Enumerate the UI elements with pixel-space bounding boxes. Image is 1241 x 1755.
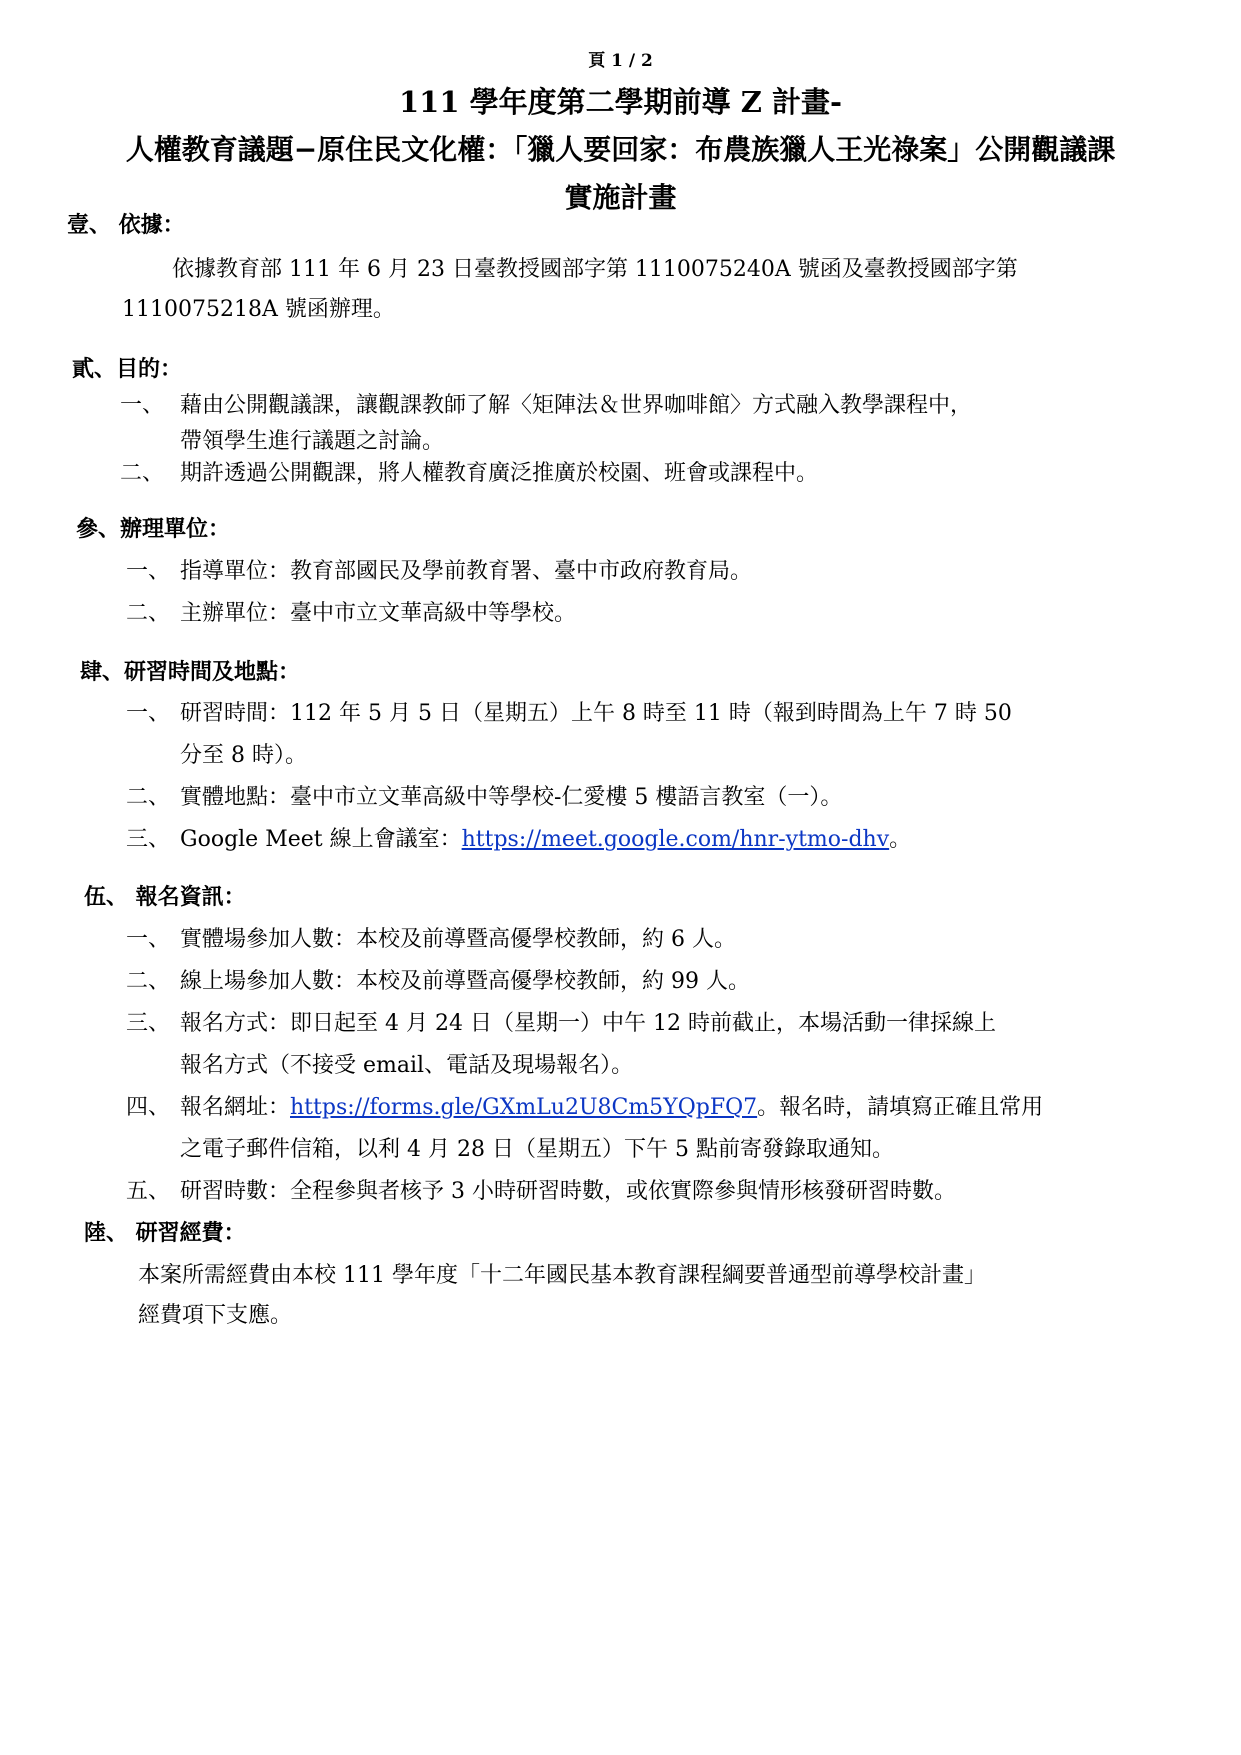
document-subtitle-2: 實施計畫 (564, 181, 677, 214)
google-meet-link[interactable]: https://meet.google.com/hnr-ytmo-dhv (461, 827, 890, 852)
section-1-para-line1: 依據教育部 111 年 6 月 23 日臺教授國部字第 1110075240A 號函及臺教授國部字第 (172, 257, 1018, 282)
list-item-number: 四、 (126, 1095, 171, 1120)
list-item: 期許透過公開觀課，將人權教育廣泛推廣於校園、班會或課程中。 (180, 461, 819, 486)
document-subtitle: 人權教育議題−原住民文化權：「獵人要回家：布農族獵人王光祿案」公開觀議課 (125, 133, 1116, 166)
list-item-number: 一、 (120, 393, 165, 418)
section-6-heading: 陸、 研習經費： (84, 1220, 246, 1246)
list-item: 指導單位：教育部國民及學前教育署、臺中市政府教育局。 (180, 559, 753, 584)
list-item-number: 一、 (126, 559, 171, 584)
section-3-heading: 參、辦理單位： (76, 516, 231, 542)
list-item: 線上場參加人數：本校及前導暨高優學校教師，約 99 人。 (180, 969, 750, 994)
section-1-heading: 壹、 依據： (67, 212, 185, 238)
section-6-para-line1: 本案所需經費由本校 111 學年度「十二年國民基本教育課程綱要普通型前導學校計畫」 (138, 1263, 986, 1288)
signup-form-link[interactable]: https://forms.gle/GXmLu2U8Cm5YQpFQ7 (290, 1095, 758, 1120)
list-item: 主辦單位：臺中市立文華高級中等學校。 (180, 601, 577, 626)
page-number: 頁 1 / 2 (588, 51, 653, 71)
section-2-heading: 貳、目的： (72, 356, 183, 382)
list-item-continuation: 之電子郵件信箱，以利 4 月 28 日（星期五）下午 5 點前寄發錄取通知。 (180, 1137, 894, 1162)
list-item: 研習時數：全程參與者核予 3 小時研習時數，或依實際參與情形核發研習時數。 (180, 1179, 956, 1204)
list-item: 藉由公開觀議課，讓觀課教師了解〈矩陣法＆世界咖啡館〉方式融入教學課程中， (180, 393, 973, 418)
section-6-para-line2: 經費項下支應。 (138, 1303, 293, 1328)
list-item-continuation: 帶領學生進行議題之討論。 (180, 429, 445, 454)
list-item-number: 二、 (126, 969, 171, 994)
list-item (180, 1090, 1043, 1121)
section-1-para-line2: 1110075218A 號函辦理。 (122, 297, 395, 322)
list-item: 報名方式：即日起至 4 月 24 日（星期一）中午 12 時前截止，本場活動一律採線上 (180, 1011, 996, 1036)
meet-label: Google Meet 線上會議室： (180, 827, 462, 852)
document-title: 111 學年度第二學期前導 Z 計畫- (398, 85, 843, 119)
list-item-continuation: 分至 8 時）。 (180, 743, 307, 768)
list-item: 實體地點：臺中市立文華高級中等學校-仁愛樓 5 樓語言教室（一）。 (180, 785, 843, 810)
list-item-number: 三、 (126, 827, 171, 852)
list-item-number: 一、 (126, 701, 171, 726)
signup-note: 。報名時，請填寫正確且常用 (757, 1095, 1044, 1120)
list-item: 研習時間：112 年 5 月 5 日（星期五）上午 8 時至 11 時（報到時間為上午 7 時 50 (180, 701, 1012, 726)
list-item-number: 二、 (126, 785, 171, 810)
meet-suffix: 。 (889, 827, 912, 852)
list-item-continuation: 報名方式（不接受 email、電話及現場報名）。 (180, 1053, 634, 1078)
section-4-heading: 肆、研習時間及地點： (80, 659, 301, 685)
list-item-number: 三、 (126, 1011, 171, 1036)
section-5-heading: 伍、 報名資訊： (84, 884, 246, 910)
list-item-number: 二、 (120, 461, 165, 486)
list-item-number: 一、 (126, 927, 171, 952)
list-item-number: 二、 (126, 601, 171, 626)
list-item: 實體場參加人數：本校及前導暨高優學校教師，約 6 人。 (180, 927, 736, 952)
list-item (180, 822, 911, 853)
signup-label: 報名網址： (180, 1095, 291, 1120)
list-item-number: 五、 (126, 1179, 171, 1204)
